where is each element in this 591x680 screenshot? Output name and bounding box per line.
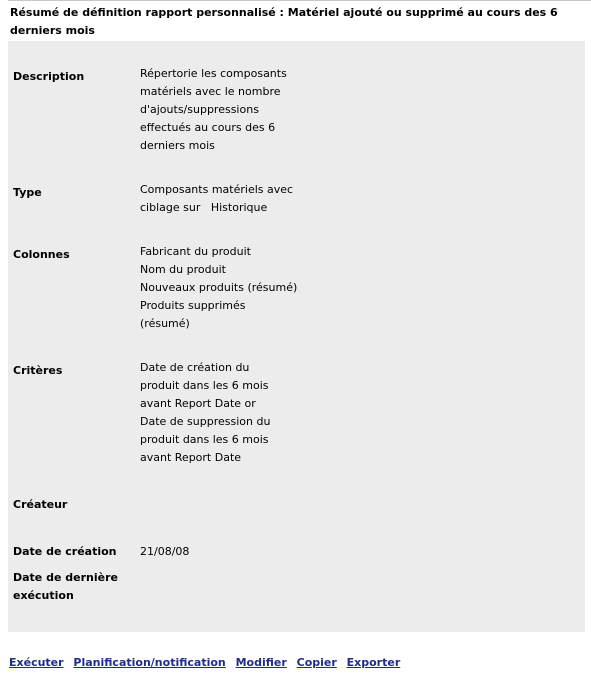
edit-link[interactable]: Modifier [235,656,287,669]
last-run-label-line-2: exécution [13,589,74,602]
creation-date-label: Date de création [13,545,117,558]
column-line: Nom du produit [140,263,226,276]
criteria-line: produit dans les 6 mois [140,379,269,392]
run-link[interactable]: Exécuter [9,656,64,669]
report-summary-title [10,4,570,40]
title-line-1: Résumé de définition rapport personnalisé : Matériel ajouté ou supprimé au cours des 6 [10,6,558,19]
type-line: Composants matériels avec [140,183,294,196]
description-line: derniers mois [140,139,215,152]
type-value [140,181,300,217]
criteria-line: Date de suppression du [140,415,271,428]
column-line: Fabricant du produit [140,245,251,258]
creation-date-value: 21/08/08 [140,545,190,558]
columns-value [140,243,300,333]
column-line: Produits supprimés [140,299,246,312]
criteria-line: produit dans les 6 mois [140,433,269,446]
export-link[interactable]: Exporter [346,656,401,669]
columns-label: Colonnes [13,248,70,261]
last-run-label [13,569,133,605]
description-line: matériels avec le nombre [140,85,281,98]
criteria-line: Date de création du [140,361,250,374]
description-line: Répertorie les composants [140,67,287,80]
criteria-line: avant Report Date or [140,397,256,410]
creator-label: Créateur [13,498,68,511]
description-line: d'ajouts/suppressions [140,103,259,116]
action-links [9,655,406,671]
criteria-line: avant Report Date [140,451,242,464]
top-divider [8,0,591,1]
type-line: ciblage sur Historique [140,201,268,214]
description-value [140,65,300,155]
last-run-label-line-1: Date de dernière [13,571,118,584]
copy-link[interactable]: Copier [296,656,337,669]
column-line: (résumé) [140,317,190,330]
criteria-label: Critères [13,364,63,377]
column-line: Nouveaux produits (résumé) [140,281,298,294]
schedule-notification-link[interactable]: Planification/notification [73,656,226,669]
criteria-value [140,359,300,467]
definition-panel [8,41,585,632]
description-label: Description [13,70,85,83]
type-label: Type [13,186,42,199]
description-line: effectués au cours des 6 [140,121,276,134]
title-line-2: derniers mois [10,24,95,37]
